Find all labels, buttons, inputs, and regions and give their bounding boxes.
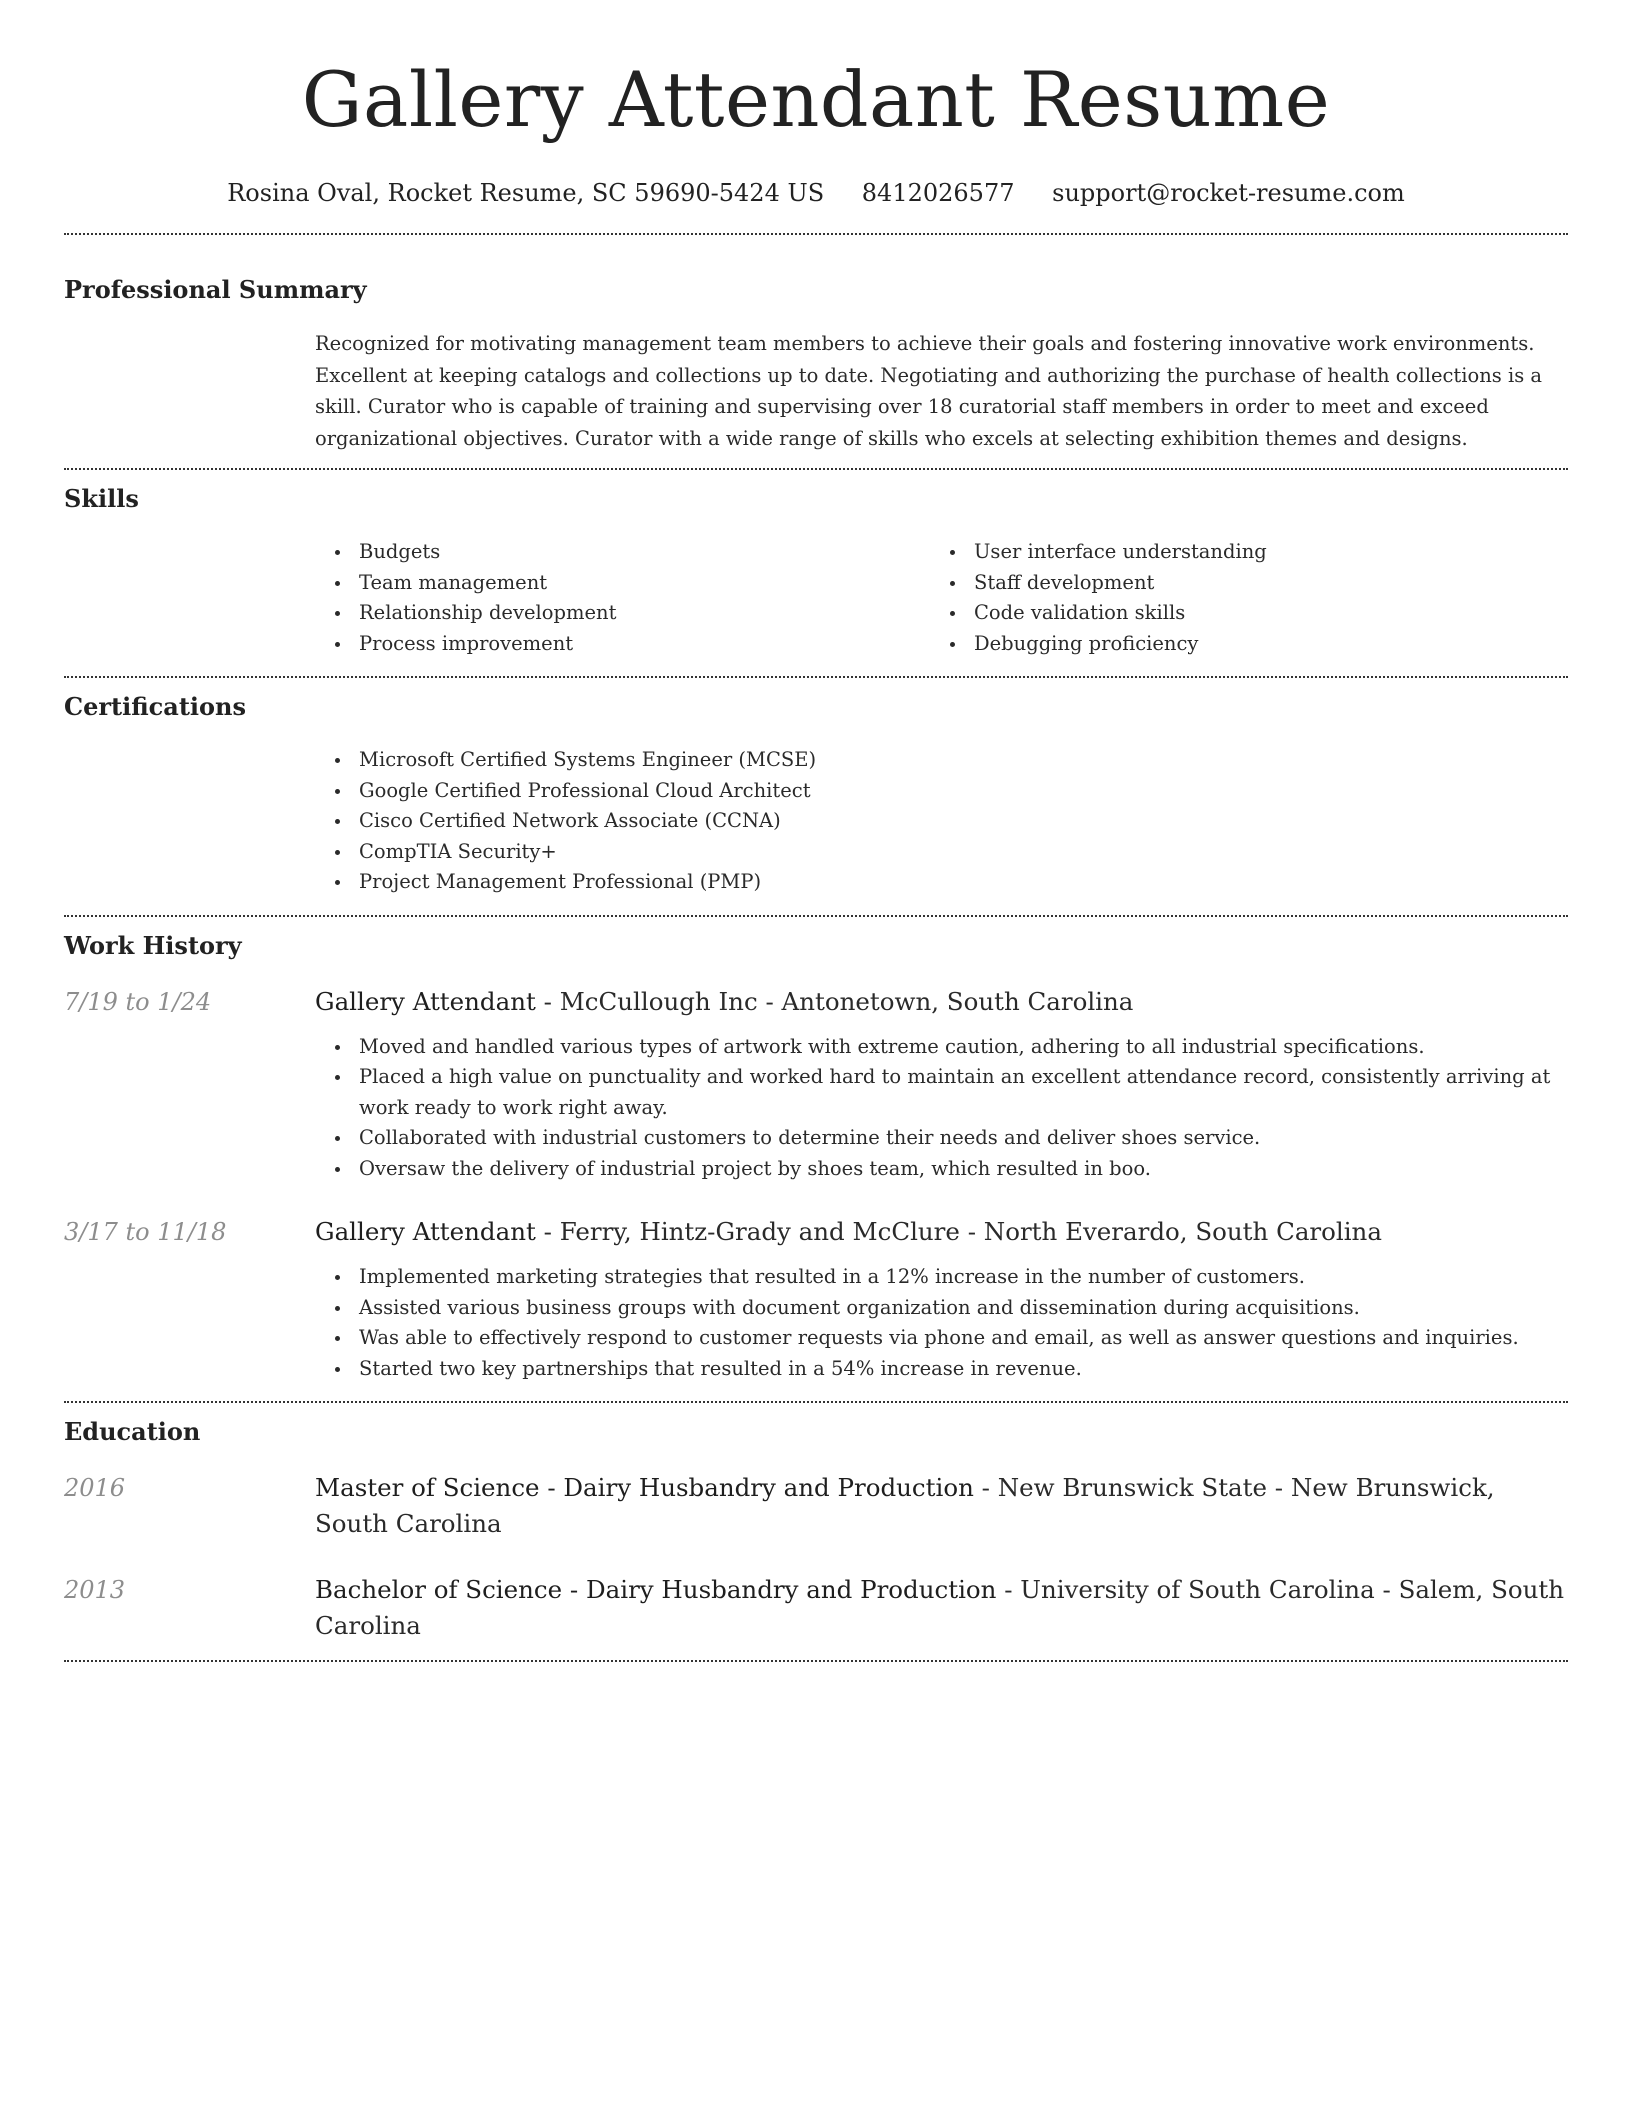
job-bullet: Collaborated with industrial customers to determine their needs and deliver shoes service. xyxy=(359,1123,1568,1154)
job-bullets xyxy=(315,1032,1568,1185)
certifications-body xyxy=(315,745,1568,898)
job-entry xyxy=(64,984,1568,1185)
resume-title: Gallery Attendant Resume xyxy=(301,55,1331,144)
work-history-heading: Work History xyxy=(64,930,242,960)
job-company: Ferry, Hintz-Grady and McClure xyxy=(559,1217,960,1246)
skills-grid xyxy=(315,537,1568,659)
contact-line xyxy=(64,178,1568,208)
education-entry xyxy=(64,1470,1568,1542)
summary-text: Recognized for motivating management team members to achieve their goals and fostering innovative work environments. Excellent at keeping catalogs and collections up to date. Negotiating and authorizing the purchase of health collections is a skill. Curator who is capable of training and supervising over 18 curatorial staff members in order to meet and exceed organizational objectives. Curator with a wide range of skills who excels at selecting exhibition themes and designs. xyxy=(315,332,1543,450)
education-section xyxy=(64,1403,1568,1644)
school-location: Salem, South Carolina xyxy=(315,1575,1565,1640)
certification-item: Cisco Certified Network Associate (CCNA) xyxy=(359,806,1568,837)
skill-item: Staff development xyxy=(974,568,1545,599)
contact-address: Rosina Oval, Rocket Resume, SC 59690-5424 US xyxy=(227,179,825,207)
education-heading: Education xyxy=(64,1417,201,1446)
school-location: New Brunswick, South Carolina xyxy=(315,1473,1495,1538)
skills-column-right xyxy=(930,537,1545,659)
skill-item: Budgets xyxy=(359,537,930,568)
job-bullets xyxy=(315,1262,1568,1384)
job-dates: 3/17 to 11/18 xyxy=(64,1218,227,1246)
skill-item: Team management xyxy=(359,568,930,599)
job-heading: Gallery Attendant - McCullough Inc - Antonetown, South Carolina xyxy=(315,986,1134,1016)
summary-heading: Professional Summary xyxy=(64,275,367,304)
certifications-heading: Certifications xyxy=(64,692,247,721)
certifications-section xyxy=(64,678,1568,898)
job-heading: Gallery Attendant - Ferry, Hintz-Grady and McClure - North Everardo, South Carolina xyxy=(315,1217,1382,1246)
skill-item: Code validation skills xyxy=(974,598,1545,629)
job-bullet: Started two key partnerships that resulted in a 54% increase in revenue. xyxy=(359,1354,1568,1385)
job-bullet: Assisted various business groups with document organization and dissemination during acquisitions. xyxy=(359,1293,1568,1324)
job-title: Gallery Attendant xyxy=(315,986,536,1016)
certification-item: CompTIA Security+ xyxy=(359,837,1568,868)
job-dates: 7/19 to 1/24 xyxy=(64,987,212,1016)
certification-item: Microsoft Certified Systems Engineer (MCSE) xyxy=(359,745,1568,776)
degree: Master of Science - Dairy Husbandry and Production xyxy=(315,1473,974,1502)
school: University of South Carolina xyxy=(1020,1575,1375,1604)
degree: Bachelor of Science - Dairy Husbandry and Production xyxy=(315,1575,997,1604)
job-bullet: Placed a high value on punctuality and worked hard to maintain an excellent attendance record, consistently arriving at work ready to work right away. xyxy=(359,1062,1568,1123)
education-heading-line: Master of Science - Dairy Husbandry and Production - New Brunswick State - New Brunswick, South Carolina xyxy=(315,1473,1495,1538)
education-heading-line: Bachelor of Science - Dairy Husbandry and Production - University of South Carolina - Salem, South Carolina xyxy=(315,1575,1565,1640)
job-company: McCullough Inc xyxy=(559,986,758,1016)
summary-body xyxy=(315,328,1568,454)
divider xyxy=(64,1660,1568,1662)
skill-item: Relationship development xyxy=(359,598,930,629)
job-entry xyxy=(64,1214,1568,1384)
skill-item: Process improvement xyxy=(359,629,930,660)
skills-column-left xyxy=(315,537,930,659)
job-location: Antonetown, South Carolina xyxy=(781,986,1134,1016)
education-entry xyxy=(64,1572,1568,1644)
summary-section xyxy=(64,235,1568,454)
contact-phone: 8412026577 xyxy=(861,179,1015,207)
work-history-section xyxy=(64,917,1568,1385)
education-year: 2013 xyxy=(64,1576,126,1604)
job-location: North Everardo, South Carolina xyxy=(983,1217,1382,1246)
certification-item: Project Management Professional (PMP) xyxy=(359,867,1568,898)
job-bullet: Oversaw the delivery of industrial project by shoes team, which resulted in boo. xyxy=(359,1154,1568,1185)
resume-page xyxy=(64,0,1568,1662)
contact-email: support@rocket-resume.com xyxy=(1052,179,1405,207)
job-bullet: Moved and handled various types of artwork with extreme caution, adhering to all industrial specifications. xyxy=(359,1032,1568,1063)
skill-item: Debugging proficiency xyxy=(974,629,1545,660)
job-title: Gallery Attendant xyxy=(315,1217,536,1246)
school: New Brunswick State xyxy=(997,1473,1268,1502)
skill-item: User interface understanding xyxy=(974,537,1545,568)
certification-item: Google Certified Professional Cloud Architect xyxy=(359,776,1568,807)
skills-heading: Skills xyxy=(64,484,139,513)
skills-section xyxy=(64,470,1568,659)
job-bullet: Was able to effectively respond to customer requests via phone and email, as well as answer questions and inquiries. xyxy=(359,1323,1568,1354)
education-year: 2016 xyxy=(64,1474,126,1502)
job-bullet: Implemented marketing strategies that resulted in a 12% increase in the number of customers. xyxy=(359,1262,1568,1293)
